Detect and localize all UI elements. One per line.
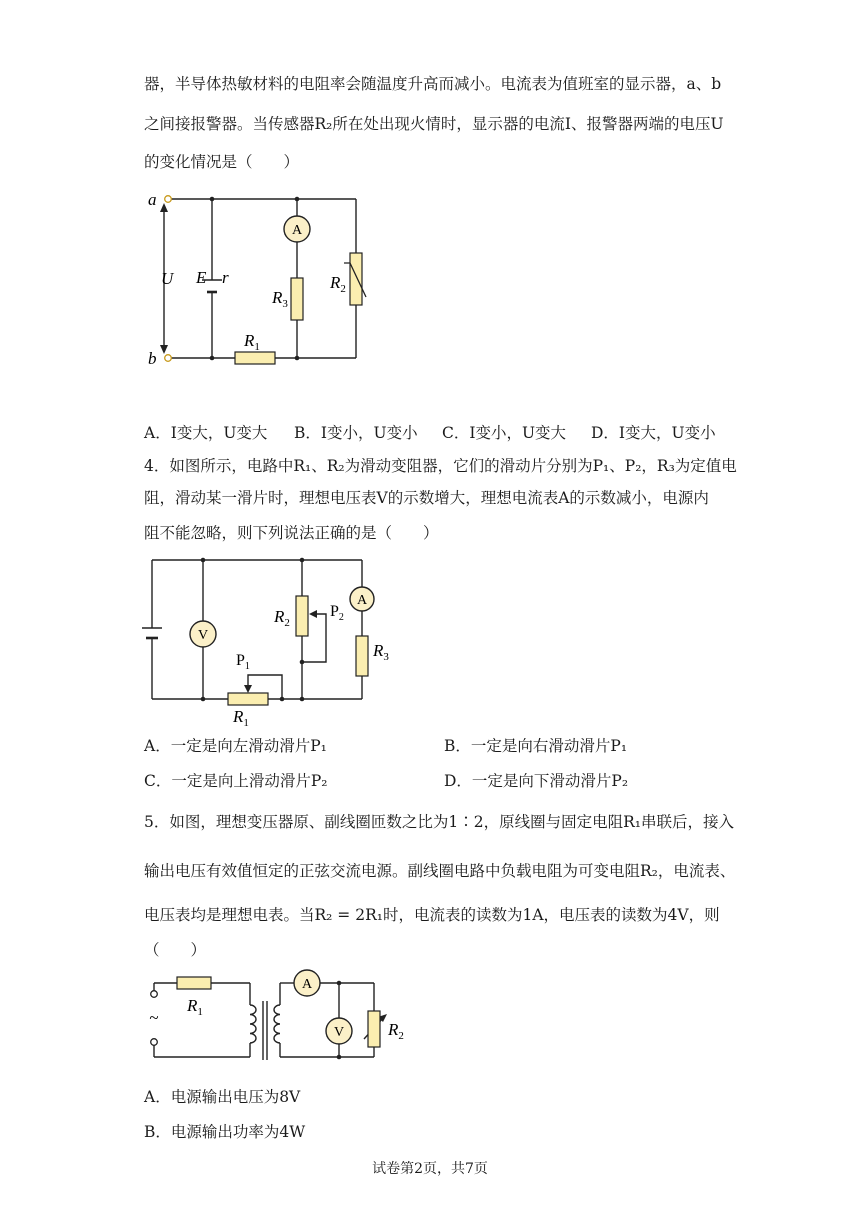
q3-text-line-3: 的变化情况是（ ） — [144, 153, 300, 171]
q5-text-line-4: （ ） — [144, 941, 207, 959]
rheostat-r2 — [368, 1011, 380, 1047]
q5-text-line-1: 5．如图，理想变压器原、副线圈匝数之比为1∶2，原线圈与固定电阻R₁串联后，接入 — [144, 813, 734, 831]
q4-option-c: C．一定是向上滑动滑片P₂ — [144, 772, 328, 790]
q3-option-a: A．I变大，U变大 — [144, 424, 268, 442]
rheostat-r2 — [296, 596, 308, 636]
resistor-r3 — [291, 278, 303, 320]
svg-text:R1: $R_1$ — [244, 331, 260, 353]
q3-option-b: B．I变小，U变小 — [294, 424, 418, 442]
thermistor-r2 — [350, 253, 362, 305]
svg-text:R1: $R_1$ — [233, 707, 249, 729]
svg-text:E: E — [196, 268, 207, 287]
svg-text:R3: $R_3$ — [272, 288, 288, 310]
svg-text:P1: $P_1$ — [236, 652, 250, 672]
q5-text-line-3: 电压表均是理想电表。当R₂ = 2R₁时，电流表的读数为1A，电压表的读数为4V，则 — [144, 906, 720, 924]
resistor-r1 — [235, 352, 275, 364]
svg-text:A: A — [356, 593, 368, 608]
svg-text:a: a — [148, 190, 157, 209]
svg-text:R2: $R_2$ — [388, 1020, 404, 1042]
page-footer: 试卷第2页，共7页 — [372, 1161, 488, 1177]
svg-text:V: V — [333, 1025, 345, 1040]
svg-text:R1: $R_1$ — [187, 996, 203, 1018]
q3-option-c: C．I变小，U变大 — [442, 424, 567, 442]
q5-text-line-2: 输出电压有效值恒定的正弦交流电源。副线圈电路中负载电阻为可变电阻R₂，电流表、 — [144, 862, 736, 880]
q5-option-b: B．电源输出功率为4W — [144, 1123, 306, 1141]
resistor-r3 — [356, 636, 368, 676]
svg-text:b: b — [148, 349, 157, 368]
svg-text:A: A — [291, 223, 303, 238]
q5-option-a: A．电源输出电压为8V — [144, 1088, 301, 1106]
q3-text-line-2: 之间接报警器。当传感器R₂所在处出现火情时，显示器的电流I、报警器两端的电压U — [144, 115, 724, 133]
svg-text:R2: $R_2$ — [274, 607, 290, 629]
q4-text-line-3: 阻不能忽略，则下列说法正确的是（ ） — [144, 524, 439, 542]
svg-text:V: V — [197, 628, 209, 643]
q3-option-d: D．I变大，U变小 — [591, 424, 716, 442]
q4-circuit-diagram — [140, 550, 390, 734]
q4-option-a: A．一定是向左滑动滑片P₁ — [144, 737, 327, 755]
q4-text-line-2: 阻，滑动某一滑片时，理想电压表V的示数增大，理想电流表A的示数减小，电源内 — [144, 489, 709, 507]
q3-circuit-diagram — [140, 185, 400, 384]
rheostat-r1 — [228, 693, 268, 705]
resistor-r1 — [177, 977, 211, 989]
svg-text:r: r — [222, 268, 229, 287]
q5-transformer-diagram — [140, 965, 420, 1074]
q4-text-line-1: 4．如图所示，电路中R₁、R₂为滑动变阻器，它们的滑动片分别为P₁、P₂，R₃为定值电 — [144, 457, 737, 475]
q4-option-d: D．一定是向下滑动滑片P₂ — [444, 772, 629, 790]
svg-text:R2: $R_2$ — [330, 273, 346, 295]
q4-option-b: B．一定是向右滑动滑片P₁ — [444, 737, 628, 755]
svg-text:A: A — [301, 977, 313, 992]
svg-text:P2: $P_2$ — [330, 603, 344, 623]
svg-text:R3: $R_3$ — [373, 641, 389, 663]
svg-text:~: ~ — [149, 1008, 159, 1027]
q3-text-line-1: 器，半导体热敏材料的电阻率会随温度升高而减小。电流表为值班室的显示器，a、b — [144, 75, 722, 93]
svg-text:U: U — [161, 269, 174, 288]
